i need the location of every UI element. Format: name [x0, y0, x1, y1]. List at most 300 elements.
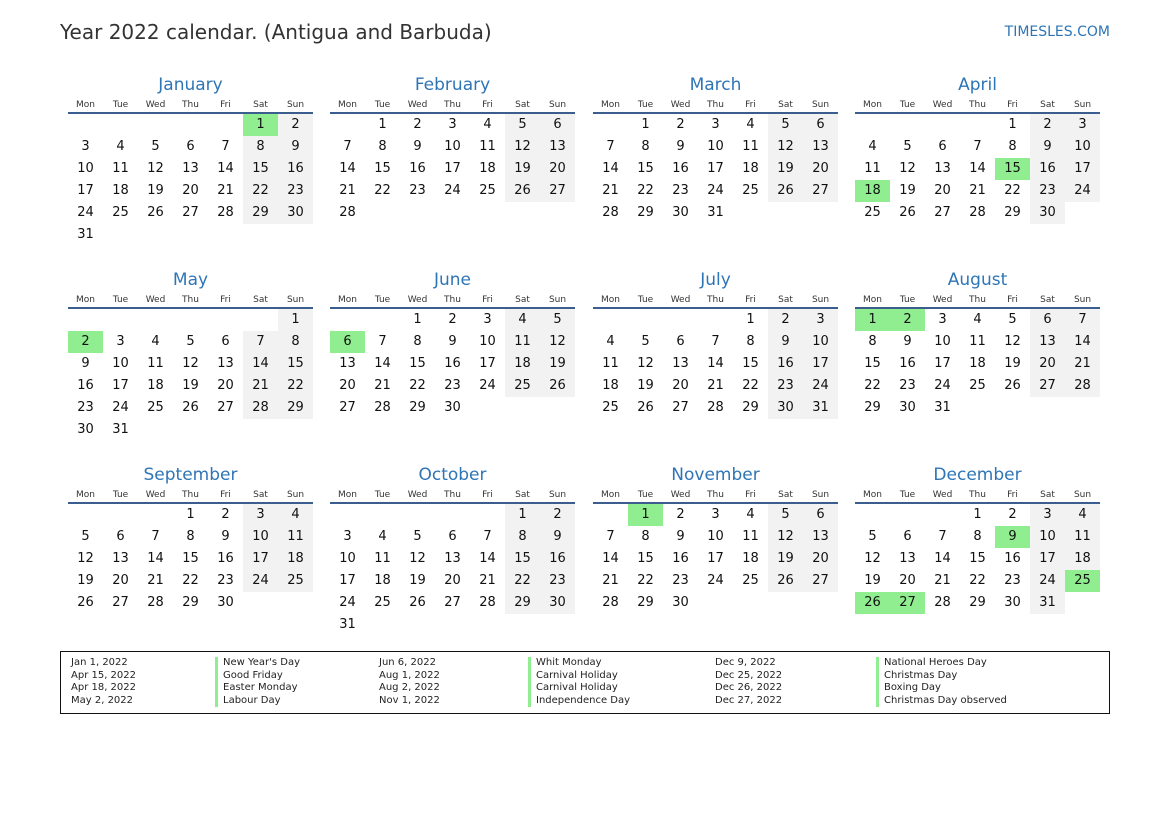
day-cell: 29: [969, 595, 986, 610]
day-cell: 17: [243, 548, 278, 570]
holiday-name: Labour Day: [223, 694, 281, 706]
day-cell: 29: [182, 595, 199, 610]
day-cell: 8: [868, 334, 877, 349]
day-cell: 13: [217, 356, 234, 371]
day-cell: 26: [147, 205, 164, 220]
weekday-label: Tue: [112, 490, 129, 500]
weekday-label: Fri: [482, 295, 493, 305]
day-cell: 25: [278, 570, 313, 592]
day-cell: 9: [676, 139, 685, 154]
day-cell: 13: [1030, 331, 1065, 353]
holiday-day-cell: 2: [890, 309, 925, 331]
day-cell: 19: [864, 573, 881, 588]
day-cell: 8: [641, 529, 650, 544]
day-cell: 20: [217, 378, 234, 393]
day-cell: 4: [505, 309, 540, 331]
day-cell: 12: [899, 161, 916, 176]
day-cell: 31: [934, 400, 951, 415]
day-cell: 14: [969, 161, 986, 176]
day-cell: 8: [746, 334, 755, 349]
weekday-label: Thu: [444, 100, 461, 110]
day-cell: 29: [278, 397, 313, 419]
day-cell: 17: [707, 551, 724, 566]
day-cell: 15: [374, 161, 391, 176]
weekday-header: [855, 488, 1100, 504]
weekday-label: Tue: [637, 490, 654, 500]
weekday-label: Mon: [601, 100, 620, 110]
day-cell: 13: [182, 161, 199, 176]
day-cell: 10: [1065, 136, 1100, 158]
day-cell: 16: [1004, 551, 1021, 566]
weekday-label: Sun: [1073, 295, 1092, 305]
day-cell: 14: [339, 161, 356, 176]
day-cell: 4: [116, 139, 125, 154]
month-name: October: [418, 465, 487, 485]
day-cell: 3: [116, 334, 125, 349]
day-cell: 30: [444, 400, 461, 415]
day-cell: 22: [505, 570, 540, 592]
month-august: [855, 267, 1100, 419]
weekday-label: Thu: [707, 100, 724, 110]
holiday-name: National Heroes Day: [884, 657, 987, 668]
day-cell: 13: [540, 136, 575, 158]
day-cell: 27: [182, 205, 199, 220]
day-cell: 18: [147, 378, 164, 393]
day-cell: 8: [378, 139, 387, 154]
day-cell: 13: [444, 551, 461, 566]
weekday-label: Thu: [707, 295, 724, 305]
day-cell: 18: [374, 573, 391, 588]
weekday-label: Sun: [548, 100, 567, 110]
day-cell: 13: [672, 356, 689, 371]
holiday-name: Boxing Day: [884, 682, 941, 693]
day-cell: 7: [606, 139, 615, 154]
weekday-header: [68, 293, 313, 309]
day-cell: 12: [768, 136, 803, 158]
day-cell: 31: [707, 205, 724, 220]
day-cell: 3: [81, 139, 90, 154]
day-cell: 26: [768, 180, 803, 202]
day-cell: 13: [899, 551, 916, 566]
holiday-day-cell: 25: [1065, 570, 1100, 592]
day-cell: 30: [540, 592, 575, 614]
day-cell: 12: [147, 161, 164, 176]
day-cell: 25: [742, 573, 759, 588]
weekday-label: Tue: [637, 100, 654, 110]
day-grid: [593, 309, 838, 419]
holiday-date: Jan 1, 2022: [71, 657, 128, 668]
weekday-label: Mon: [863, 100, 882, 110]
day-cell: 24: [707, 573, 724, 588]
day-cell: 4: [973, 312, 982, 327]
day-cell: 31: [339, 617, 356, 632]
day-cell: 21: [707, 378, 724, 393]
weekday-label: Tue: [374, 490, 391, 500]
day-cell: 1: [746, 312, 755, 327]
day-cell: 22: [864, 378, 881, 393]
day-cell: 5: [768, 504, 803, 526]
day-cell: 11: [742, 529, 759, 544]
page-title: Year 2022 calendar. (Antigua and Barbuda): [60, 20, 492, 44]
day-cell: 11: [505, 331, 540, 353]
day-cell: 24: [1065, 180, 1100, 202]
day-cell: 16: [899, 356, 916, 371]
day-cell: 12: [864, 551, 881, 566]
day-cell: 23: [672, 573, 689, 588]
day-cell: 24: [112, 400, 129, 415]
day-cell: 4: [278, 504, 313, 526]
day-cell: 19: [637, 378, 654, 393]
day-cell: 9: [448, 334, 457, 349]
day-cell: 18: [742, 161, 759, 176]
day-cell: 10: [934, 334, 951, 349]
weekday-label: Fri: [1007, 295, 1018, 305]
day-cell: 30: [217, 595, 234, 610]
day-cell: 10: [243, 526, 278, 548]
weekday-label: Wed: [407, 295, 428, 305]
day-cell: 16: [217, 551, 234, 566]
month-june: [330, 267, 575, 419]
day-cell: 13: [803, 526, 838, 548]
day-cell: 29: [505, 592, 540, 614]
weekday-label: Sun: [286, 295, 305, 305]
day-cell: 17: [112, 378, 129, 393]
holiday-date: Nov 1, 2022: [379, 694, 440, 706]
day-cell: 3: [803, 309, 838, 331]
day-cell: 30: [672, 205, 689, 220]
day-cell: 18: [479, 161, 496, 176]
day-cell: 26: [182, 400, 199, 415]
holiday-date: Dec 25, 2022: [715, 669, 783, 681]
day-cell: 9: [221, 529, 230, 544]
day-cell: 3: [711, 117, 720, 132]
day-cell: 28: [374, 400, 391, 415]
day-cell: 13: [803, 136, 838, 158]
day-cell: 21: [374, 378, 391, 393]
day-cell: 12: [505, 136, 540, 158]
day-cell: 16: [540, 548, 575, 570]
day-cell: 30: [768, 397, 803, 419]
day-cell: 9: [81, 356, 90, 371]
day-cell: 22: [374, 183, 391, 198]
holiday-date: May 2, 2022: [71, 694, 134, 706]
weekday-label: Mon: [863, 490, 882, 500]
day-cell: 29: [1004, 205, 1021, 220]
holiday-name: Whit Monday: [536, 657, 602, 668]
holiday-day-cell: 1: [243, 114, 278, 136]
day-cell: 26: [1004, 378, 1021, 393]
weekday-label: Mon: [601, 295, 620, 305]
weekday-label: Sat: [1040, 295, 1055, 305]
day-cell: 7: [1065, 309, 1100, 331]
weekday-label: Fri: [1007, 100, 1018, 110]
day-cell: 23: [899, 378, 916, 393]
legend-names-col-2: [528, 657, 630, 707]
weekday-label: Sat: [253, 490, 268, 500]
day-cell: 6: [938, 139, 947, 154]
weekday-label: Thu: [444, 295, 461, 305]
holiday-date: Dec 9, 2022: [715, 657, 776, 668]
weekday-label: Wed: [407, 490, 428, 500]
month-name: March: [689, 75, 742, 95]
weekday-label: Fri: [482, 100, 493, 110]
day-cell: 7: [711, 334, 720, 349]
day-cell: 8: [186, 529, 195, 544]
day-cell: 28: [479, 595, 496, 610]
day-cell: 2: [540, 504, 575, 526]
day-cell: 5: [641, 334, 650, 349]
day-cell: 10: [803, 331, 838, 353]
day-cell: 23: [278, 180, 313, 202]
weekday-label: Thu: [707, 490, 724, 500]
day-cell: 26: [505, 180, 540, 202]
day-cell: 4: [746, 507, 755, 522]
weekday-label: Wed: [670, 100, 691, 110]
day-cell: 15: [409, 356, 426, 371]
month-january: [68, 72, 313, 246]
day-cell: 24: [444, 183, 461, 198]
day-cell: 14: [602, 551, 619, 566]
day-cell: 8: [243, 136, 278, 158]
weekday-label: Mon: [863, 295, 882, 305]
day-cell: 2: [221, 507, 230, 522]
day-cell: 16: [672, 551, 689, 566]
day-cell: 16: [672, 161, 689, 176]
day-cell: 25: [505, 375, 540, 397]
legend-dates-col-1: [71, 657, 136, 707]
day-cell: 27: [339, 400, 356, 415]
day-cell: 7: [243, 331, 278, 353]
weekday-label: Wed: [670, 490, 691, 500]
day-cell: 28: [602, 205, 619, 220]
day-cell: 22: [637, 183, 654, 198]
day-cell: 17: [444, 161, 461, 176]
day-cell: 27: [217, 400, 234, 415]
legend-names-col-1: [215, 657, 300, 707]
day-cell: 18: [1065, 548, 1100, 570]
day-cell: 17: [1065, 158, 1100, 180]
day-cell: 20: [540, 158, 575, 180]
day-cell: 9: [540, 526, 575, 548]
month-name: September: [143, 465, 238, 485]
day-cell: 27: [112, 595, 129, 610]
month-may: [68, 267, 313, 441]
month-name: May: [172, 270, 209, 290]
weekday-label: Thu: [969, 295, 986, 305]
day-cell: 11: [278, 526, 313, 548]
day-cell: 20: [112, 573, 129, 588]
day-cell: 23: [444, 378, 461, 393]
day-cell: 14: [934, 551, 951, 566]
weekday-label: Fri: [745, 490, 756, 500]
day-cell: 4: [1065, 504, 1100, 526]
day-cell: 6: [903, 529, 912, 544]
day-cell: 26: [899, 205, 916, 220]
day-cell: 11: [1065, 526, 1100, 548]
day-cell: 25: [147, 400, 164, 415]
day-cell: 4: [868, 139, 877, 154]
day-cell: 22: [969, 573, 986, 588]
weekday-label: Fri: [482, 490, 493, 500]
day-cell: 14: [602, 161, 619, 176]
day-cell: 16: [409, 161, 426, 176]
day-cell: 24: [339, 595, 356, 610]
day-cell: 24: [77, 205, 94, 220]
month-november: [593, 462, 838, 614]
weekday-label: Sun: [548, 490, 567, 500]
day-cell: 14: [1065, 331, 1100, 353]
day-cell: 9: [768, 331, 803, 353]
weekday-header: [855, 98, 1100, 114]
weekday-label: Tue: [899, 295, 916, 305]
holiday-day-cell: 2: [68, 331, 103, 353]
month-name: June: [433, 270, 472, 290]
day-cell: 25: [969, 378, 986, 393]
day-cell: 27: [540, 180, 575, 202]
weekday-label: Mon: [601, 490, 620, 500]
day-cell: 7: [938, 529, 947, 544]
day-cell: 18: [742, 551, 759, 566]
day-cell: 16: [278, 158, 313, 180]
month-name: November: [671, 465, 760, 485]
day-cell: 27: [444, 595, 461, 610]
holiday-name: New Year's Day: [223, 657, 301, 668]
day-cell: 14: [147, 551, 164, 566]
day-cell: 23: [672, 183, 689, 198]
day-cell: 16: [444, 356, 461, 371]
day-cell: 28: [147, 595, 164, 610]
day-cell: 7: [151, 529, 160, 544]
weekday-label: Sat: [778, 490, 793, 500]
day-cell: 28: [339, 205, 356, 220]
month-april: [855, 72, 1100, 224]
weekday-label: Thu: [969, 490, 986, 500]
day-cell: 9: [903, 334, 912, 349]
holiday-name: Easter Monday: [223, 682, 298, 693]
day-cell: 1: [413, 312, 422, 327]
day-cell: 25: [479, 183, 496, 198]
day-cell: 4: [151, 334, 160, 349]
day-cell: 22: [278, 375, 313, 397]
day-cell: 30: [899, 400, 916, 415]
day-cell: 23: [1030, 180, 1065, 202]
holiday-date: Aug 2, 2022: [379, 682, 440, 693]
day-cell: 7: [483, 529, 492, 544]
day-cell: 14: [243, 353, 278, 375]
day-cell: 21: [339, 183, 356, 198]
day-cell: 28: [602, 595, 619, 610]
day-cell: 2: [768, 309, 803, 331]
weekday-label: Mon: [338, 100, 357, 110]
weekday-label: Tue: [374, 295, 391, 305]
day-cell: 11: [864, 161, 881, 176]
day-cell: 6: [186, 139, 195, 154]
day-cell: 17: [803, 353, 838, 375]
day-cell: 26: [540, 375, 575, 397]
day-cell: 21: [147, 573, 164, 588]
weekday-header: [855, 293, 1100, 309]
day-cell: 5: [81, 529, 90, 544]
day-cell: 12: [409, 551, 426, 566]
holiday-date: Aug 1, 2022: [379, 669, 440, 681]
day-cell: 1: [278, 309, 313, 331]
day-cell: 29: [409, 400, 426, 415]
weekday-label: Mon: [338, 295, 357, 305]
holiday-name: Carnival Holiday: [536, 669, 618, 681]
day-cell: 27: [672, 400, 689, 415]
day-cell: 23: [540, 570, 575, 592]
day-cell: 11: [374, 551, 391, 566]
weekday-label: Wed: [145, 295, 166, 305]
holiday-legend: [60, 651, 1110, 714]
day-cell: 5: [186, 334, 195, 349]
day-cell: 25: [864, 205, 881, 220]
weekday-label: Wed: [932, 100, 953, 110]
day-cell: 22: [1004, 183, 1021, 198]
weekday-label: Sat: [1040, 100, 1055, 110]
month-name: December: [933, 465, 1022, 485]
day-cell: 17: [934, 356, 951, 371]
weekday-label: Mon: [76, 100, 95, 110]
day-cell: 14: [217, 161, 234, 176]
day-cell: 28: [1065, 375, 1100, 397]
day-cell: 23: [1004, 573, 1021, 588]
holiday-name: Christmas Day observed: [884, 694, 1007, 706]
day-cell: 25: [742, 183, 759, 198]
site-link[interactable]: TIMESLES.COM: [1004, 24, 1110, 40]
day-cell: 2: [676, 117, 685, 132]
day-cell: 11: [969, 334, 986, 349]
weekday-header: [330, 293, 575, 309]
weekday-label: Tue: [112, 100, 129, 110]
day-cell: 5: [868, 529, 877, 544]
day-grid: [330, 504, 575, 636]
day-cell: 21: [969, 183, 986, 198]
day-cell: 21: [602, 183, 619, 198]
holiday-date: Apr 18, 2022: [71, 682, 137, 693]
weekday-header: [330, 488, 575, 504]
weekday-label: Wed: [932, 490, 953, 500]
day-cell: 28: [969, 205, 986, 220]
weekday-label: Sat: [515, 490, 530, 500]
holiday-name: Independence Day: [536, 694, 631, 706]
day-grid: [593, 114, 838, 224]
month-july: [593, 267, 838, 419]
day-cell: 18: [969, 356, 986, 371]
day-cell: 5: [768, 114, 803, 136]
day-cell: 20: [444, 573, 461, 588]
day-cell: 4: [746, 117, 755, 132]
weekday-label: Tue: [899, 100, 916, 110]
day-cell: 20: [182, 183, 199, 198]
day-cell: 2: [413, 117, 422, 132]
weekday-label: Mon: [76, 295, 95, 305]
day-cell: 10: [479, 334, 496, 349]
weekday-label: Tue: [899, 490, 916, 500]
day-cell: 6: [676, 334, 685, 349]
day-grid: [68, 309, 313, 441]
day-cell: 4: [378, 529, 387, 544]
month-october: [330, 462, 575, 636]
day-cell: 19: [147, 183, 164, 198]
weekday-header: [593, 98, 838, 114]
day-cell: 17: [479, 356, 496, 371]
holiday-name: Good Friday: [223, 669, 283, 681]
month-name: August: [947, 270, 1008, 290]
day-cell: 31: [1030, 592, 1065, 614]
month-december: [855, 462, 1100, 614]
holiday-day-cell: 26: [855, 592, 890, 614]
